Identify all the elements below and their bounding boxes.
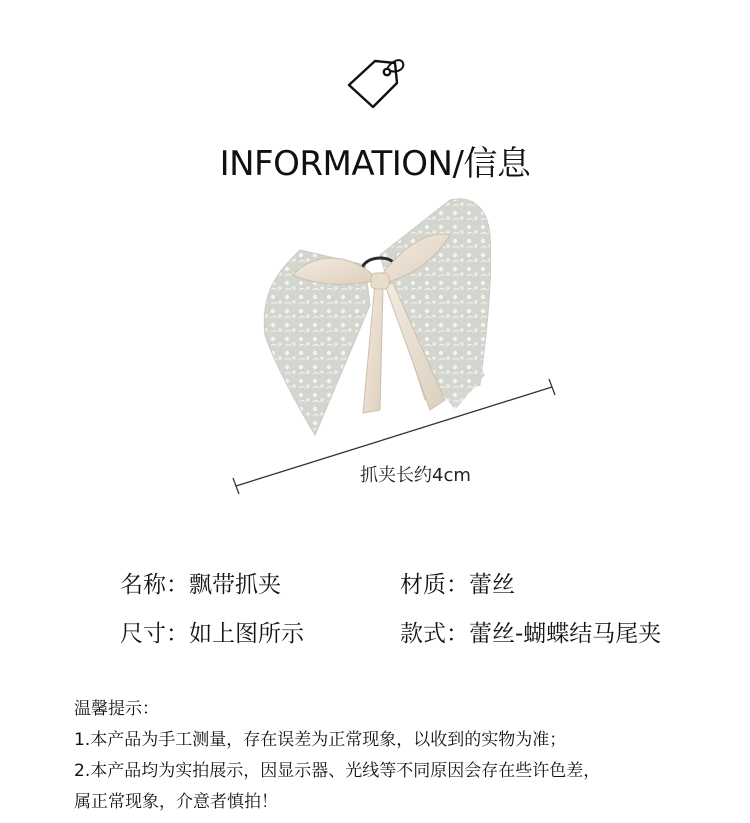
- dimension-label: 抓夹长约4cm: [360, 465, 471, 486]
- page-title: INFORMATION/信息: [219, 144, 531, 184]
- spec-size-label: 尺寸：: [120, 621, 189, 647]
- spec-name-label: 名称：: [120, 572, 189, 598]
- notes-line-3: 属正常现象，介意者慎拍！: [74, 792, 278, 812]
- notes-section: [74, 694, 714, 818]
- spec-size-value: 如上图所示: [189, 621, 304, 647]
- spec-style-label: 款式：: [400, 621, 469, 647]
- notes-line-1: 1.本产品为手工测量，存在误差为正常现象，以收到的实物为准；: [74, 730, 567, 750]
- spec-material-value: 蕾丝: [469, 572, 515, 598]
- spec-name-value: 飘带抓夹: [189, 572, 281, 598]
- notes-line-2: 2.本产品均为实拍展示，因显示器、光线等不同原因会存在些许色差，: [74, 761, 601, 781]
- spec-material: [400, 566, 515, 599]
- spec-size: [120, 615, 304, 648]
- spec-style: [400, 615, 661, 648]
- spec-style-value: 蕾丝-蝴蝶结马尾夹: [469, 621, 662, 647]
- spec-material-label: 材质：: [400, 572, 469, 598]
- price-tag-icon: [345, 55, 407, 113]
- notes-heading: 温馨提示：: [74, 699, 159, 719]
- spec-name: [120, 566, 281, 599]
